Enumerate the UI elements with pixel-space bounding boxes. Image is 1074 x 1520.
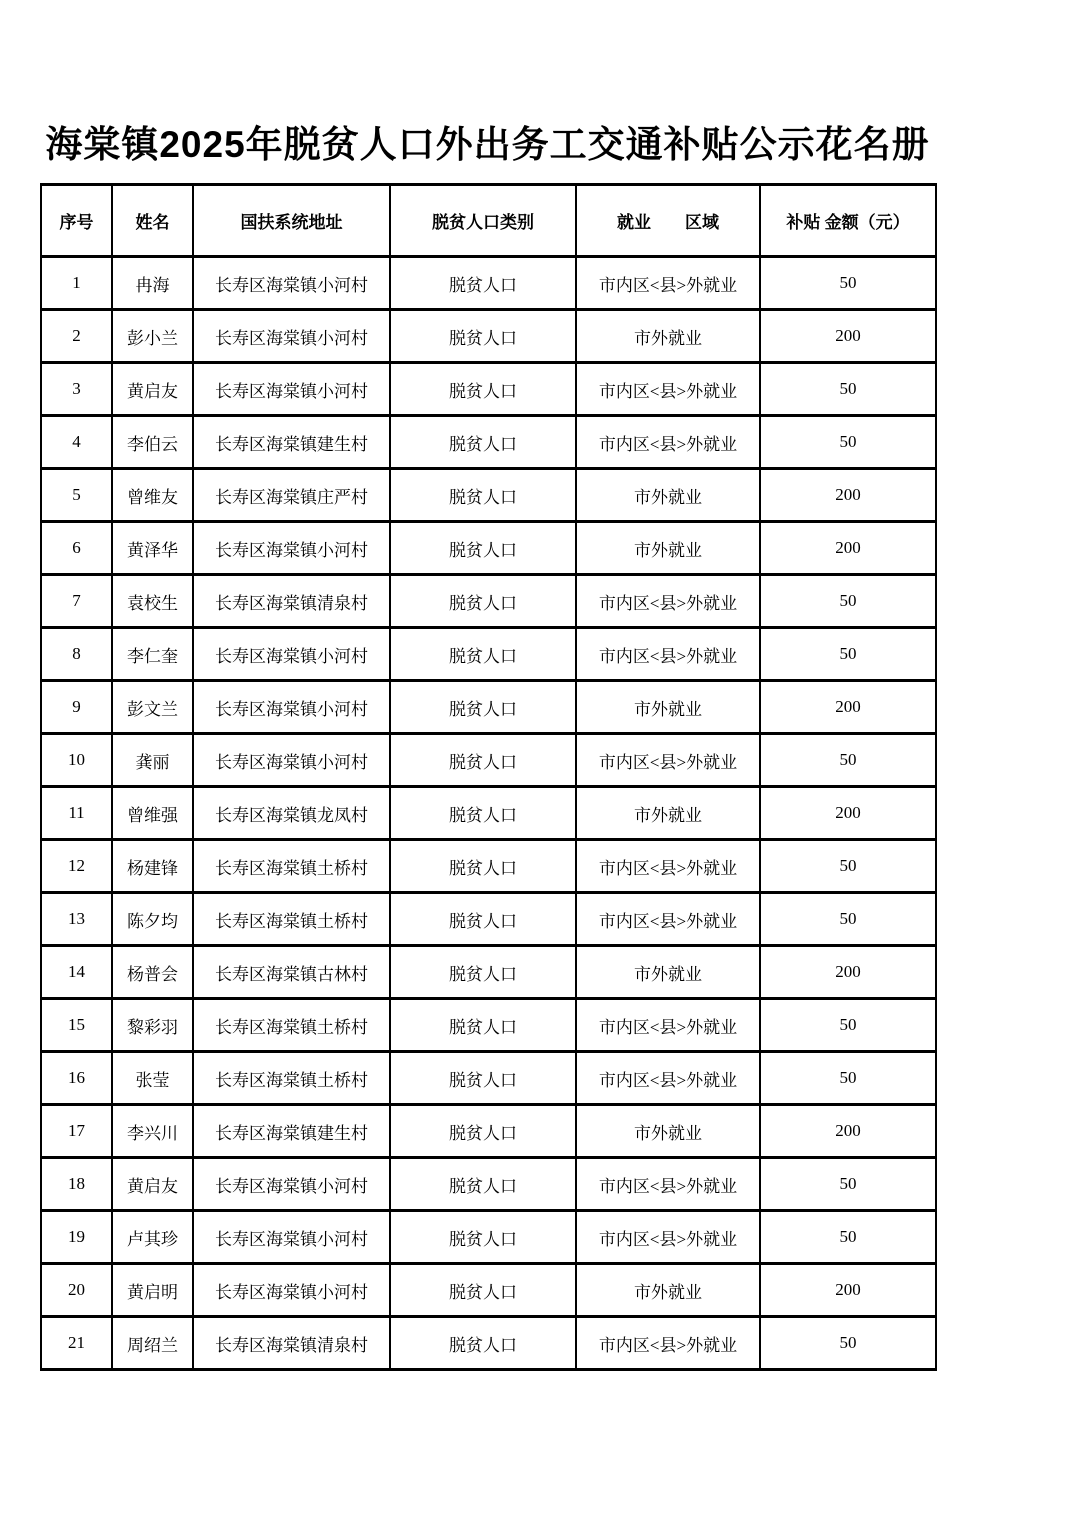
cell-address: 长寿区海棠镇小河村 — [193, 1211, 390, 1264]
cell-amount: 200 — [760, 522, 936, 575]
cell-serial: 4 — [41, 416, 112, 469]
cell-category: 脱贫人口 — [390, 1264, 576, 1317]
cell-serial: 14 — [41, 946, 112, 999]
cell-address: 长寿区海棠镇建生村 — [193, 1105, 390, 1158]
cell-name: 陈夕均 — [112, 893, 193, 946]
cell-region: 市内区<县>外就业 — [576, 999, 760, 1052]
cell-address: 长寿区海棠镇小河村 — [193, 310, 390, 363]
cell-name: 杨建锋 — [112, 840, 193, 893]
cell-address: 长寿区海棠镇小河村 — [193, 1264, 390, 1317]
cell-address: 长寿区海棠镇小河村 — [193, 681, 390, 734]
table-row — [41, 469, 936, 522]
cell-name: 黄启明 — [112, 1264, 193, 1317]
cell-amount: 50 — [760, 734, 936, 787]
cell-name: 李伯云 — [112, 416, 193, 469]
cell-category: 脱贫人口 — [390, 628, 576, 681]
table-row — [41, 628, 936, 681]
table-row — [41, 416, 936, 469]
cell-name: 黄泽华 — [112, 522, 193, 575]
table-row — [41, 999, 936, 1052]
cell-region: 市外就业 — [576, 946, 760, 999]
header-region: 就业 区域 — [576, 185, 760, 257]
cell-name: 李仁奎 — [112, 628, 193, 681]
cell-address: 长寿区海棠镇古林村 — [193, 946, 390, 999]
cell-name: 卢其珍 — [112, 1211, 193, 1264]
cell-category: 脱贫人口 — [390, 1211, 576, 1264]
cell-serial: 9 — [41, 681, 112, 734]
cell-address: 长寿区海棠镇清泉村 — [193, 575, 390, 628]
cell-region: 市内区<县>外就业 — [576, 734, 760, 787]
cell-region: 市外就业 — [576, 1264, 760, 1317]
table-row — [41, 946, 936, 999]
cell-serial: 18 — [41, 1158, 112, 1211]
cell-amount: 50 — [760, 363, 936, 416]
cell-amount: 50 — [760, 1317, 936, 1370]
cell-name: 黄启友 — [112, 363, 193, 416]
cell-category: 脱贫人口 — [390, 1105, 576, 1158]
cell-name: 袁校生 — [112, 575, 193, 628]
cell-region: 市外就业 — [576, 469, 760, 522]
cell-amount: 200 — [760, 681, 936, 734]
cell-amount: 200 — [760, 469, 936, 522]
table-header-row — [41, 185, 936, 257]
table-row — [41, 575, 936, 628]
cell-category: 脱贫人口 — [390, 469, 576, 522]
table-row — [41, 893, 936, 946]
cell-amount: 200 — [760, 310, 936, 363]
cell-address: 长寿区海棠镇土桥村 — [193, 999, 390, 1052]
cell-category: 脱贫人口 — [390, 522, 576, 575]
cell-category: 脱贫人口 — [390, 787, 576, 840]
cell-amount: 50 — [760, 257, 936, 310]
cell-name: 曾维友 — [112, 469, 193, 522]
cell-category: 脱贫人口 — [390, 310, 576, 363]
cell-category: 脱贫人口 — [390, 1317, 576, 1370]
cell-name: 杨普会 — [112, 946, 193, 999]
table-row — [41, 363, 936, 416]
cell-category: 脱贫人口 — [390, 363, 576, 416]
cell-address: 长寿区海棠镇土桥村 — [193, 1052, 390, 1105]
cell-region: 市内区<县>外就业 — [576, 1158, 760, 1211]
cell-category: 脱贫人口 — [390, 946, 576, 999]
cell-serial: 16 — [41, 1052, 112, 1105]
cell-name: 冉海 — [112, 257, 193, 310]
table-row — [41, 681, 936, 734]
cell-name: 张莹 — [112, 1052, 193, 1105]
cell-amount: 50 — [760, 1211, 936, 1264]
header-category: 脱贫人口类别 — [390, 185, 576, 257]
cell-address: 长寿区海棠镇龙凤村 — [193, 787, 390, 840]
cell-address: 长寿区海棠镇土桥村 — [193, 893, 390, 946]
cell-region: 市内区<县>外就业 — [576, 840, 760, 893]
cell-address: 长寿区海棠镇小河村 — [193, 363, 390, 416]
table-row — [41, 522, 936, 575]
cell-address: 长寿区海棠镇建生村 — [193, 416, 390, 469]
cell-amount: 200 — [760, 1105, 936, 1158]
cell-region: 市外就业 — [576, 522, 760, 575]
cell-region: 市内区<县>外就业 — [576, 257, 760, 310]
cell-address: 长寿区海棠镇庄严村 — [193, 469, 390, 522]
cell-category: 脱贫人口 — [390, 575, 576, 628]
cell-serial: 12 — [41, 840, 112, 893]
cell-region: 市内区<县>外就业 — [576, 416, 760, 469]
table-row — [41, 1211, 936, 1264]
header-address: 国扶系统地址 — [193, 185, 390, 257]
cell-amount: 50 — [760, 999, 936, 1052]
cell-serial: 7 — [41, 575, 112, 628]
cell-region: 市外就业 — [576, 787, 760, 840]
cell-region: 市内区<县>外就业 — [576, 628, 760, 681]
cell-address: 长寿区海棠镇土桥村 — [193, 840, 390, 893]
cell-name: 周绍兰 — [112, 1317, 193, 1370]
cell-address: 长寿区海棠镇小河村 — [193, 522, 390, 575]
cell-name: 彭文兰 — [112, 681, 193, 734]
table-row — [41, 1264, 936, 1317]
cell-region: 市内区<县>外就业 — [576, 575, 760, 628]
cell-amount: 50 — [760, 893, 936, 946]
table-row — [41, 1052, 936, 1105]
cell-address: 长寿区海棠镇清泉村 — [193, 1317, 390, 1370]
cell-amount: 200 — [760, 1264, 936, 1317]
cell-address: 长寿区海棠镇小河村 — [193, 1158, 390, 1211]
cell-region: 市外就业 — [576, 1105, 760, 1158]
cell-region: 市外就业 — [576, 681, 760, 734]
cell-serial: 6 — [41, 522, 112, 575]
cell-region: 市内区<县>外就业 — [576, 1317, 760, 1370]
cell-region: 市内区<县>外就业 — [576, 1211, 760, 1264]
cell-category: 脱贫人口 — [390, 257, 576, 310]
cell-region: 市内区<县>外就业 — [576, 1052, 760, 1105]
cell-amount: 200 — [760, 787, 936, 840]
cell-serial: 11 — [41, 787, 112, 840]
cell-category: 脱贫人口 — [390, 1158, 576, 1211]
cell-serial: 1 — [41, 257, 112, 310]
table-row — [41, 1317, 936, 1370]
cell-amount: 50 — [760, 1052, 936, 1105]
cell-name: 彭小兰 — [112, 310, 193, 363]
cell-category: 脱贫人口 — [390, 416, 576, 469]
cell-address: 长寿区海棠镇小河村 — [193, 257, 390, 310]
cell-serial: 13 — [41, 893, 112, 946]
cell-serial: 21 — [41, 1317, 112, 1370]
cell-region: 市内区<县>外就业 — [576, 363, 760, 416]
cell-category: 脱贫人口 — [390, 893, 576, 946]
table-row — [41, 1105, 936, 1158]
cell-region: 市内区<县>外就业 — [576, 893, 760, 946]
cell-serial: 15 — [41, 999, 112, 1052]
cell-serial: 19 — [41, 1211, 112, 1264]
cell-category: 脱贫人口 — [390, 840, 576, 893]
cell-serial: 8 — [41, 628, 112, 681]
table-row — [41, 310, 936, 363]
cell-region: 市外就业 — [576, 310, 760, 363]
cell-serial: 17 — [41, 1105, 112, 1158]
header-amount: 补贴 金额（元） — [760, 185, 936, 257]
cell-name: 龚丽 — [112, 734, 193, 787]
table-row — [41, 257, 936, 310]
header-serial: 序号 — [41, 185, 112, 257]
cell-serial: 2 — [41, 310, 112, 363]
document-title: 海棠镇2025年脱贫人口外出务工交通补贴公示花名册 — [45, 124, 930, 165]
table-row — [41, 1158, 936, 1211]
cell-name: 曾维强 — [112, 787, 193, 840]
cell-name: 黎彩羽 — [112, 999, 193, 1052]
cell-serial: 5 — [41, 469, 112, 522]
table-row — [41, 840, 936, 893]
cell-category: 脱贫人口 — [390, 999, 576, 1052]
header-name: 姓名 — [112, 185, 193, 257]
cell-serial: 20 — [41, 1264, 112, 1317]
roster-table — [40, 183, 937, 1371]
cell-amount: 50 — [760, 840, 936, 893]
table-row — [41, 787, 936, 840]
cell-category: 脱贫人口 — [390, 1052, 576, 1105]
cell-category: 脱贫人口 — [390, 681, 576, 734]
cell-serial: 10 — [41, 734, 112, 787]
cell-address: 长寿区海棠镇小河村 — [193, 628, 390, 681]
cell-address: 长寿区海棠镇小河村 — [193, 734, 390, 787]
cell-amount: 50 — [760, 416, 936, 469]
cell-amount: 200 — [760, 946, 936, 999]
cell-amount: 50 — [760, 1158, 936, 1211]
table-body — [41, 257, 936, 1370]
cell-amount: 50 — [760, 575, 936, 628]
cell-category: 脱贫人口 — [390, 734, 576, 787]
cell-serial: 3 — [41, 363, 112, 416]
cell-name: 黄启友 — [112, 1158, 193, 1211]
cell-name: 李兴川 — [112, 1105, 193, 1158]
cell-amount: 50 — [760, 628, 936, 681]
table-row — [41, 734, 936, 787]
